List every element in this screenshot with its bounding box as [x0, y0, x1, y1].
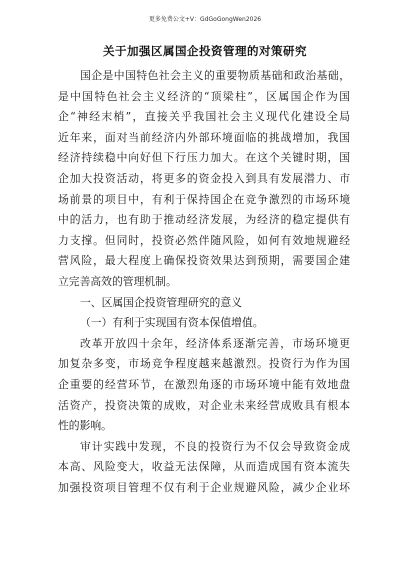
document-body: [58, 66, 350, 498]
text-line: 改革开放四十余年，经济体系逐渐完善，市场环境更: [80, 336, 350, 350]
text-line: 近年来，面对当前经济内外部环境面临的挑战增加，我国: [58, 130, 350, 144]
page-header-watermark: 更多免费公文+V：GdGoGongWen2026: [148, 16, 262, 23]
text-line: 加强投资项目管理不仅有利于企业规避风险，减少企业坏: [58, 480, 350, 494]
text-line: 场前景的项目中，有利于保持国企在竞争激烈的市场环境: [58, 192, 350, 206]
text-line: 中的活力，也有助于推动经济发展，为经济的稳定提供有: [58, 213, 350, 227]
text-line: 企加大投资活动，将更多的资金投入到具有发展潜力、市: [58, 171, 350, 185]
text-line: 活资产，投资决策的成败，对企业未来经营成败具有根本: [58, 398, 350, 412]
text-line: 性的影响。: [58, 419, 112, 433]
text-line: 国企是中国特色社会主义的重要物质基础和政治基础，: [80, 69, 350, 82]
text-line: 本高、风险变大，收益无法保障，从而造成国有资本流失: [58, 460, 350, 474]
text-line: 企重要的经营环节，在激烈角逐的市场环境中能有效地盘: [58, 377, 350, 391]
text-line: 立完善高效的管理机制。: [58, 274, 177, 288]
text-line: 力支撑。但同时，投资必然伴随风险，如何有效地规避经: [58, 233, 350, 247]
text-line: 经济持续稳中向好但下行压力加大。在这个关键时期，国: [58, 151, 350, 165]
text-line: 企“神经末梢”，直接关乎我国社会主义现代化建设全局: [58, 110, 350, 124]
text-line: 是中国特色社会主义经济的“顶梁柱”，区属国企作为国: [58, 89, 350, 103]
text-line: 审计实践中发现，不良的投资行为不仅会导致资金成: [80, 439, 350, 453]
text-line: （一）有利于实现国有资本保值增值。: [80, 316, 264, 330]
text-line: 一、区属国企投资管理研究的意义: [80, 295, 242, 309]
document-title: 关于加强区属国企投资管理的对策研究: [103, 44, 307, 58]
text-line: 加复杂多变，市场竞争程度越来越激烈。投资行为作为国: [58, 357, 350, 371]
text-line: 营风险，最大程度上确保投资效果达到预期，需要国企建: [58, 254, 350, 268]
